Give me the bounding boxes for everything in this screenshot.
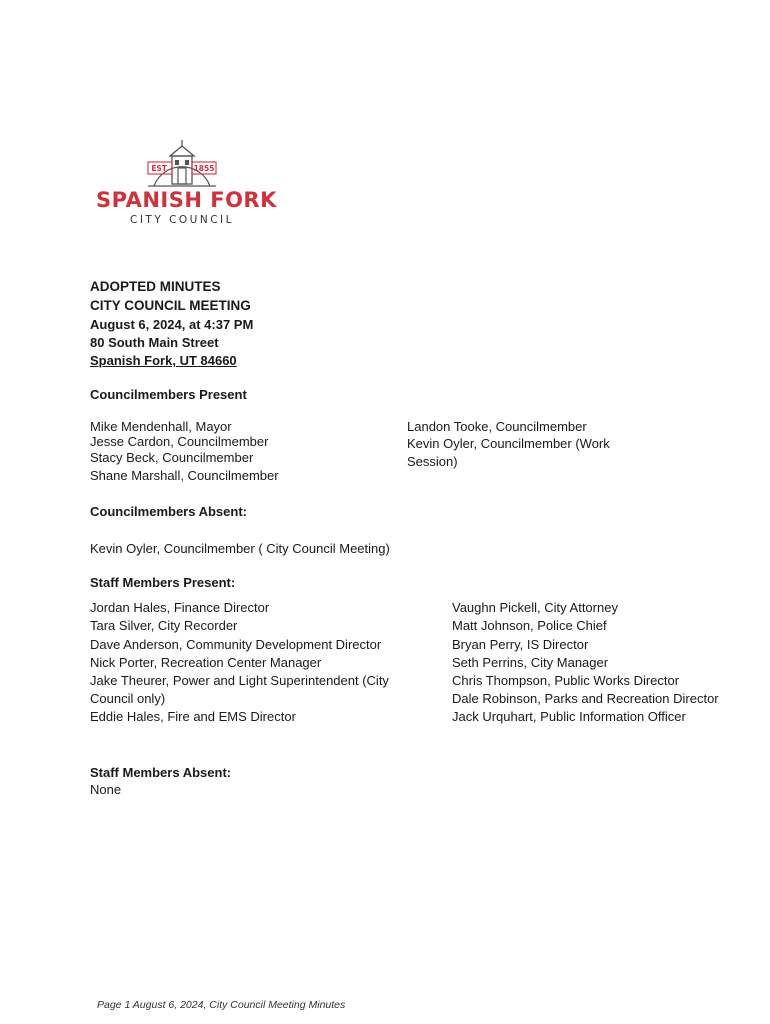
list-item: Mike Mendenhall, Mayor	[90, 419, 232, 434]
logo-title: SPANISH FORK	[96, 188, 277, 212]
list-item: Jack Urquhart, Public Information Officer	[452, 709, 686, 724]
councilmembers-absent-heading: Councilmembers Absent:	[90, 504, 247, 519]
list-item: Tara Silver, City Recorder	[90, 618, 238, 633]
staff-absent-heading: Staff Members Absent:	[90, 765, 232, 780]
svg-text:EST.: EST.	[151, 164, 169, 173]
list-item: Jordan Hales, Finance Director	[90, 600, 270, 615]
list-item: Dale Robinson, Parks and Recreation Director	[452, 691, 719, 706]
city-hall-emblem-icon	[144, 138, 220, 190]
list-item: Matt Johnson, Police Chief	[452, 618, 607, 633]
list-item: Eddie Hales, Fire and EMS Director	[90, 709, 296, 724]
list-item: Shane Marshall, Councilmember	[90, 468, 279, 483]
list-item: Stacy Beck, Councilmember	[90, 450, 254, 465]
list-item: Vaughn Pickell, City Attorney	[452, 600, 618, 615]
list-item: Kevin Oyler, Councilmember ( City Council Meeting)	[90, 541, 390, 556]
page-footer: Page 1 August 6, 2024, City Council Meeting Minutes	[97, 999, 346, 1011]
list-item: Kevin Oyler, Councilmember (Work Session)	[407, 436, 610, 470]
list-item: Dave Anderson, Community Development Director	[90, 637, 382, 652]
staff-present-heading: Staff Members Present:	[90, 575, 236, 590]
document-title: ADOPTED MINUTES	[90, 279, 221, 294]
list-item: Bryan Perry, IS Director	[452, 637, 589, 652]
list-item: Landon Tooke, Councilmember	[407, 419, 587, 434]
city-logo	[96, 136, 277, 232]
list-item: Nick Porter, Recreation Center Manager	[90, 655, 322, 670]
meeting-title: CITY COUNCIL MEETING	[90, 298, 251, 313]
meeting-city: Spanish Fork, UT 84660	[90, 353, 237, 368]
list-item: None	[90, 782, 122, 797]
meeting-address: 80 South Main Street	[90, 335, 219, 350]
list-item: Jake Theurer, Power and Light Superintendent (City Council only)	[90, 673, 389, 707]
councilmembers-present-heading: Councilmembers Present	[90, 387, 247, 402]
logo-subtitle: CITY COUNCIL	[129, 214, 234, 226]
list-item: Seth Perrins, City Manager	[452, 655, 609, 670]
list-item: Jesse Cardon, Councilmember	[90, 434, 269, 449]
meeting-datetime: August 6, 2024, at 4:37 PM	[90, 317, 254, 332]
svg-text:1855: 1855	[193, 164, 215, 173]
list-item: Chris Thompson, Public Works Director	[452, 673, 680, 688]
